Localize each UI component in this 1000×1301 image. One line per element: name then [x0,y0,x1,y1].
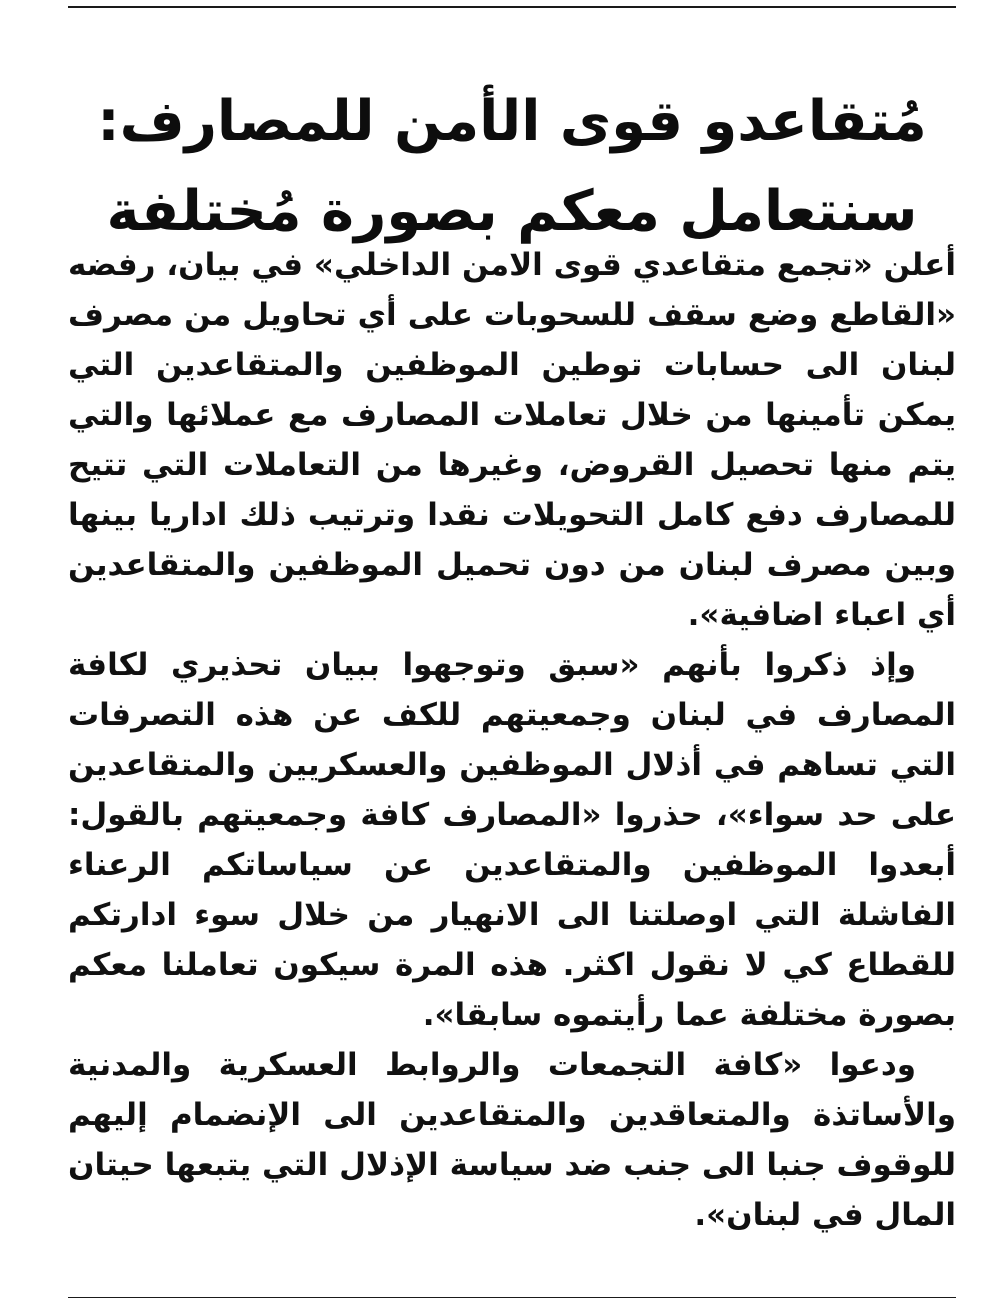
headline-line-2: سنتعامل معكم بصورة مُختلفة [106,179,918,245]
article-headline [68,77,956,257]
paragraph-3: ودعوا «كافة التجمعات والروابط العسكرية والمدنية والأساتذة والمتعاقدين والمتقاعدين الى الإنضمام إليهم للوقوف جنبا الى جنب ضد سياسة الإذلال التي يتبعها حيتان المال في لبنان». [68,1047,956,1233]
article-body [68,240,956,1240]
paragraph-1: أعلن «تجمع متقاعدي قوى الامن الداخلي» في بيان، رفضه «القاطع وضع سقف للسحوبات على أي تحاويل من مصرف لبنان الى حسابات توطين الموظفين والمتقاعدين التي يمكن تأمينها من خلال تعاملات المصارف مع عملائها والتي يتم منها تحصيل القروض، وغيرها من التعاملات التي تتيح للمصارف دفع كامل التحويلات نقدا وترتيب ذلك اداريا بينها وبين مصرف لبنان من دون تحميل الموظفين والمتقاعدين أي اعباء اضافية». [68,247,956,633]
headline-line-1: مُتقاعدو قوى الأمن للمصارف: [97,89,927,155]
bottom-rule [68,1297,956,1298]
paragraph-2: وإذ ذكروا بأنهم «سبق وتوجهوا ببيان تحذيري لكافة المصارف في لبنان وجمعيتهم للكف عن هذه التصرفات التي تساهم في أذلال الموظفين والعسكريين والمتقاعدين على حد سواء»، حذروا «المصارف كافة وجمعيتهم بالقول: أبعدوا الموظفين والمتقاعدين عن سياساتكم الرعناء الفاشلة التي اوصلتنا الى الانهيار من خلال سوء ادارتكم للقطاع كي لا نقول اكثر. هذه المرة سيكون تعاملنا معكم بصورة مختلفة عما رأيتموه سابقا». [68,647,956,1033]
top-rule [68,6,956,8]
